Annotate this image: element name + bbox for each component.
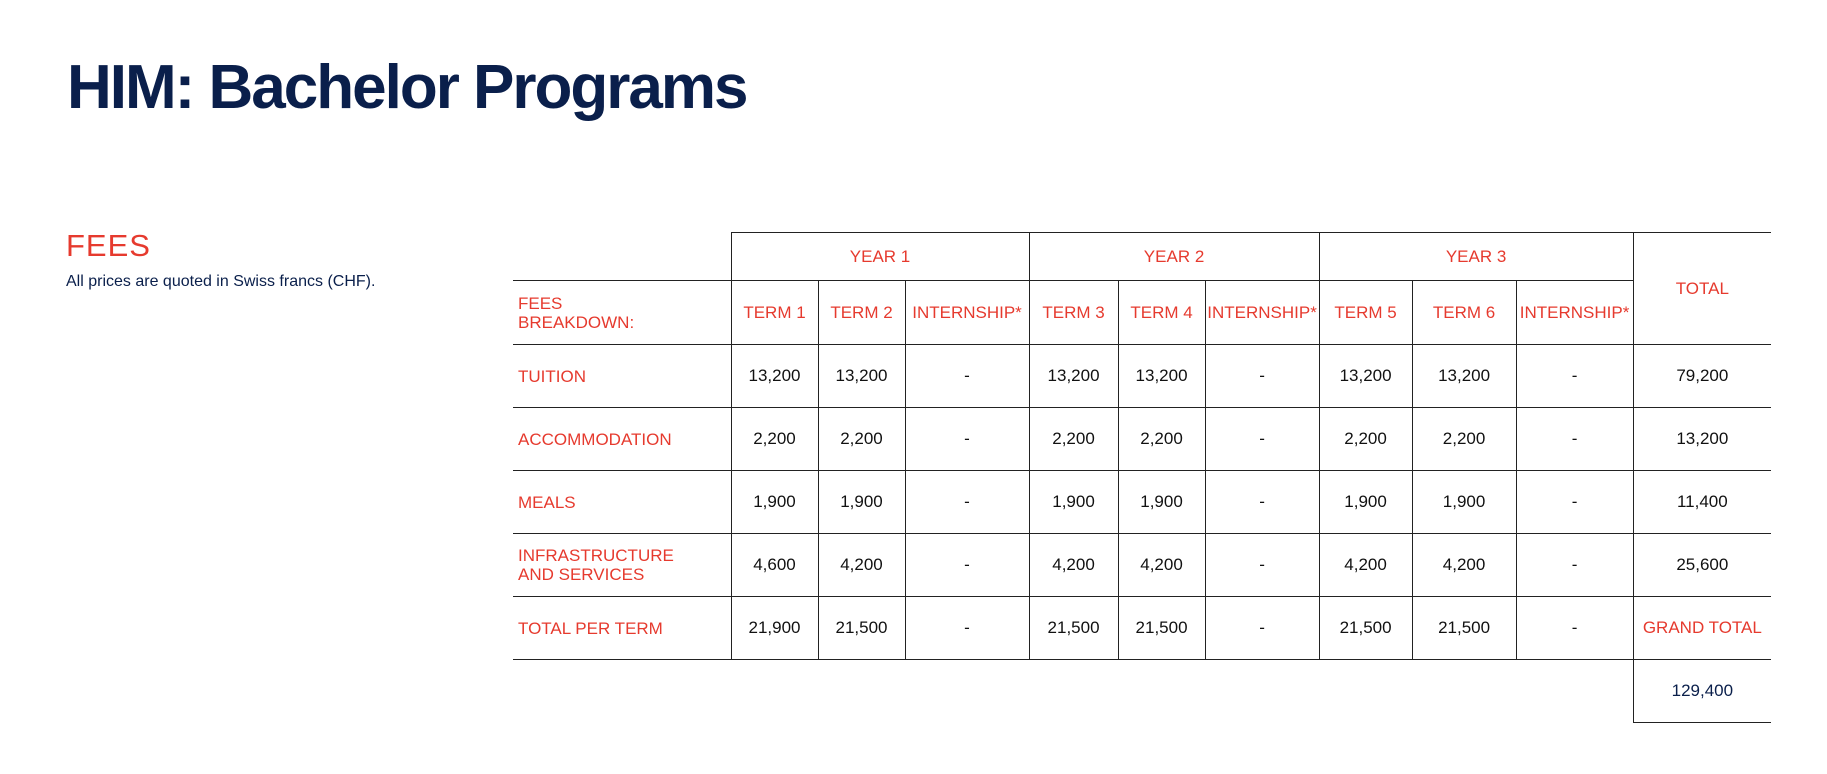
table-cell: - [905, 534, 1029, 597]
table-cell: 4,200 [1118, 534, 1205, 597]
table-cell: - [1516, 597, 1633, 660]
table-cell: 2,200 [1118, 408, 1205, 471]
table-cell: 1,900 [1319, 471, 1412, 534]
term-header: INTERNSHIP* [1516, 281, 1633, 345]
year-header-row [513, 233, 1771, 281]
fees-breakdown-label: FEES BREAKDOWN: [513, 281, 731, 345]
term-header: TERM 6 [1412, 281, 1516, 345]
table-cell: 21,500 [1319, 597, 1412, 660]
term-header: INTERNSHIP* [905, 281, 1029, 345]
fees-table [513, 232, 1771, 723]
table-cell: - [1516, 408, 1633, 471]
table-cell: 13,200 [818, 345, 905, 408]
table-cell: 1,900 [731, 471, 818, 534]
table-cell: - [905, 597, 1029, 660]
row-label: TUITION [513, 345, 731, 408]
table-cell: 2,200 [818, 408, 905, 471]
term-header: TERM 4 [1118, 281, 1205, 345]
year-3-header: YEAR 3 [1319, 233, 1633, 281]
table-cell: 4,200 [1412, 534, 1516, 597]
row-label: ACCOMMODATION [513, 408, 731, 471]
term-header: INTERNSHIP* [1205, 281, 1319, 345]
table-cell: 1,900 [1412, 471, 1516, 534]
table-cell: - [1516, 345, 1633, 408]
grand-total-row [513, 660, 1771, 723]
grand-total-label: GRAND TOTAL [1633, 597, 1771, 660]
row-total: 11,400 [1633, 471, 1771, 534]
table-cell: 13,200 [731, 345, 818, 408]
table-cell: 4,200 [1319, 534, 1412, 597]
table-row [513, 534, 1771, 597]
table-cell: 1,900 [1118, 471, 1205, 534]
term-header: TERM 3 [1029, 281, 1118, 345]
table-cell: 13,200 [1029, 345, 1118, 408]
row-label: MEALS [513, 471, 731, 534]
table-row [513, 471, 1771, 534]
section-subtitle: All prices are quoted in Swiss francs (CHF). [66, 273, 376, 290]
table-cell: 4,200 [818, 534, 905, 597]
row-total: 79,200 [1633, 345, 1771, 408]
year-1-header: YEAR 1 [731, 233, 1029, 281]
table-cell: - [1205, 471, 1319, 534]
table-cell: 13,200 [1118, 345, 1205, 408]
table-cell: 4,600 [731, 534, 818, 597]
table-cell: 21,500 [1118, 597, 1205, 660]
total-header: TOTAL [1633, 233, 1771, 345]
table-cell: - [905, 408, 1029, 471]
table-cell: - [1205, 345, 1319, 408]
year-2-header: YEAR 2 [1029, 233, 1319, 281]
table-cell: 21,500 [1029, 597, 1118, 660]
term-header: TERM 1 [731, 281, 818, 345]
table-cell: 1,900 [1029, 471, 1118, 534]
section-title: FEES [66, 228, 151, 263]
table-cell: 2,200 [1319, 408, 1412, 471]
table-cell: 21,500 [818, 597, 905, 660]
table-cell: - [1516, 471, 1633, 534]
table-cell: 13,200 [1319, 345, 1412, 408]
table-cell: - [1205, 408, 1319, 471]
table-cell: - [1205, 597, 1319, 660]
row-total: 13,200 [1633, 408, 1771, 471]
table-row [513, 408, 1771, 471]
page-title: HIM: Bachelor Programs [67, 53, 747, 122]
table-cell: 2,200 [731, 408, 818, 471]
table-cell: - [1205, 534, 1319, 597]
table-cell: - [905, 471, 1029, 534]
table-cell: 13,200 [1412, 345, 1516, 408]
table-row [513, 345, 1771, 408]
table-cell: 2,200 [1412, 408, 1516, 471]
term-header: TERM 5 [1319, 281, 1412, 345]
table-cell: 21,500 [1412, 597, 1516, 660]
row-label: INFRASTRUCTURE AND SERVICES [513, 534, 731, 597]
table-cell: 4,200 [1029, 534, 1118, 597]
table-cell: - [905, 345, 1029, 408]
row-total: 25,600 [1633, 534, 1771, 597]
total-per-term-label: TOTAL PER TERM [513, 597, 731, 660]
term-header-row [513, 281, 1771, 345]
table-cell: 2,200 [1029, 408, 1118, 471]
table-cell: 1,900 [818, 471, 905, 534]
term-header: TERM 2 [818, 281, 905, 345]
table-cell: 21,900 [731, 597, 818, 660]
total-per-term-row [513, 597, 1771, 660]
table-cell: - [1516, 534, 1633, 597]
grand-total-value: 129,400 [1633, 660, 1771, 723]
